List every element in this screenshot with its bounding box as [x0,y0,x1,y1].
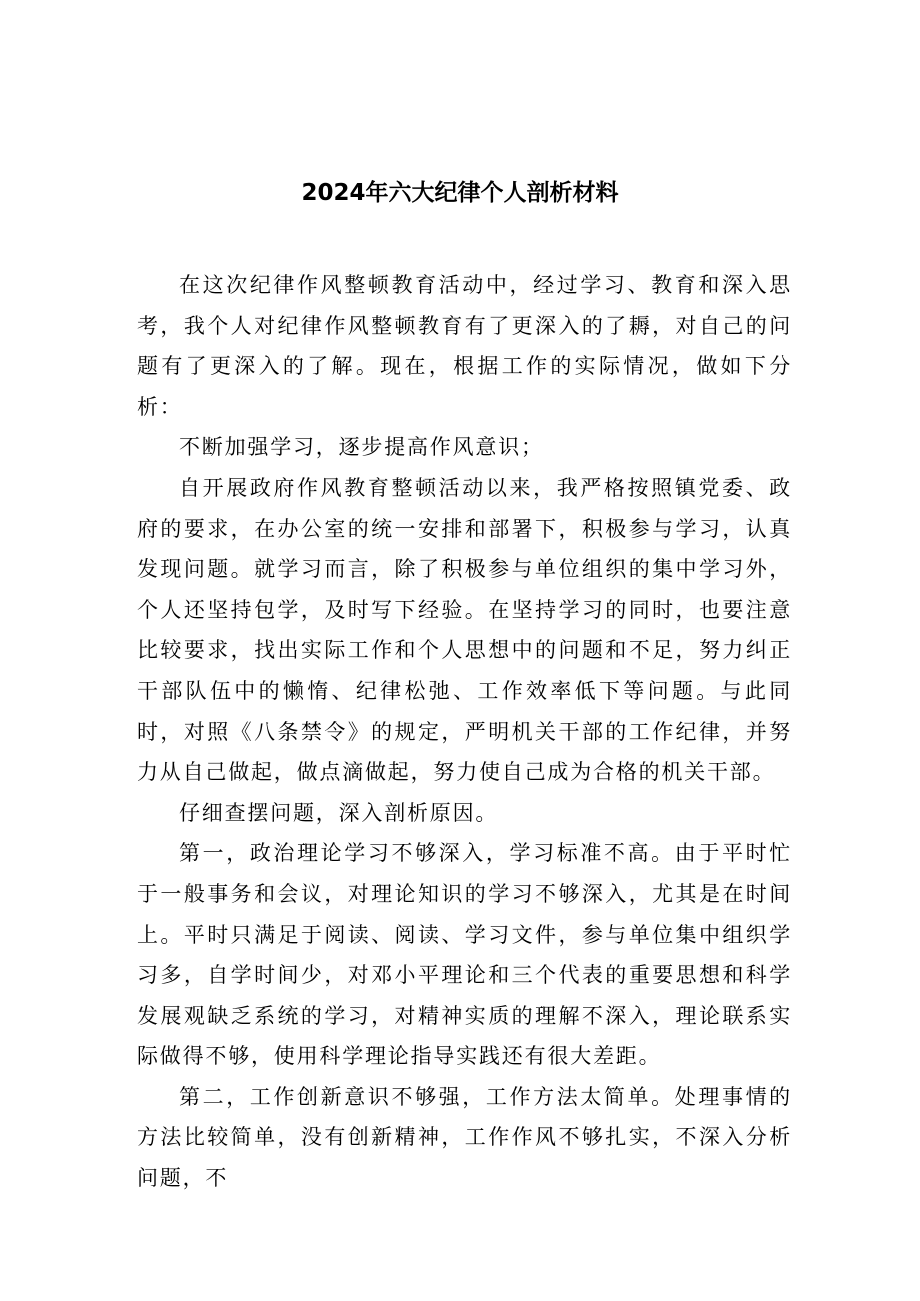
paragraph-heading-study: 不断加强学习，逐步提高作风意识； [179,435,544,460]
document-body [137,265,792,1199]
paragraph-problem-second: 第二，工作创新意识不够强，工作方法太简单。处理事情的方法比较简单，没有创新精神，工作作风不够扎实，不深入分析问题，不 [137,1084,792,1191]
paragraph-study-details: 自开展政府作风教育整顿活动以来，我严格按照镇党委、政府的要求，在办公室的统一安排和部署下，积极参与学习，认真发现问题。就学习而言，除了积极参与单位组织的集中学习外，个人还坚持包学，及时写下经验。在坚持学习的同时，也要注意比较要求，找出实际工作和个人思想中的问题和不足，努力纠正干部队伍中的懒惰、纪律松弛、工作效率低下等问题。与此同时，对照《八条禁令》的规定，严明机关干部的工作纪律，并努力从自己做起，做点滴做起，努力使自己成为合格的机关干部。 [137,475,792,785]
paragraph-intro: 在这次纪律作风整顿教育活动中，经过学习、教育和深入思考，我个人对纪律作风整顿教育有了更深入的了耨，对自己的问题有了更深入的了解。现在，根据工作的实际情况，做如下分析： [137,273,792,419]
paragraph-problem-first: 第一，政治理论学习不够深入，学习标准不高。由于平时忙于一般事务和会议，对理论知识的学习不够深入，尤其是在时间上。平时只满足于阅读、阅读、学习文件，参与单位集中组织学习多，自学时间少，对邓小平理论和三个代表的重要思想和科学发展观缺乏系统的学习，对精神实质的理解不深入，理论联系实际做得不够，使用科学理论指导实践还有很大差距。 [137,841,792,1069]
paragraph-heading-problems: 仔细查摆问题，深入剖析原因。 [179,800,499,825]
document-title: 2024年六大纪律个人剖析材料 [301,180,619,206]
